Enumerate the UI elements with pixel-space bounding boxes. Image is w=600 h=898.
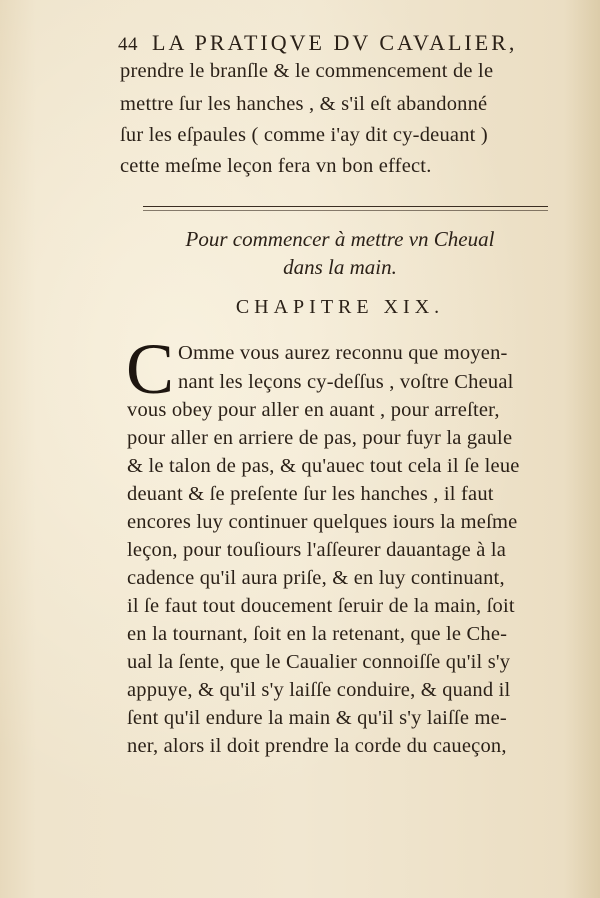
- body-line: ual la ſente, que le Caualier connoiſſe qu'il s'y: [127, 651, 511, 673]
- body-line: ner, alors il doit prendre la corde du caueçon,: [127, 735, 507, 757]
- body-line: nant les leçons cy-deſſus , voſtre Cheual: [178, 371, 514, 393]
- body-line: pour aller en arriere de pas, pour fuyr la gaule: [127, 427, 513, 449]
- body-line: leçon, pour touſiours l'aſſeurer dauantage à la: [127, 539, 507, 561]
- page-number: 44: [118, 34, 138, 55]
- chapter-heading: CHAPITRE XIX.: [235, 296, 445, 318]
- text-line: mettre ſur les hanches , & s'il eſt abandonné: [120, 93, 488, 115]
- section-rule: [143, 206, 548, 207]
- body-line: vous obey pour aller en auant , pour arreſter,: [127, 399, 500, 421]
- body-line: Omme vous aurez reconnu que moyen-: [178, 342, 508, 364]
- body-line: appuye, & qu'il s'y laiſſe conduire, & quand il: [127, 679, 511, 701]
- page-header: [118, 30, 560, 56]
- body-line: ſent qu'il endure la main & qu'il s'y laiſſe me-: [127, 707, 507, 729]
- body-line: encores luy continuer quelques iours la meſme: [127, 511, 518, 533]
- running-head: LA PRATIQVE DV CAVALIER,: [152, 30, 518, 55]
- body-line: & le talon de pas, & qu'auec tout cela il ſe leue: [127, 455, 520, 477]
- text-line: cette meſme leçon fera vn bon effect.: [120, 155, 432, 177]
- drop-cap: C: [126, 329, 175, 409]
- section-title-line-2: dans la main.: [283, 255, 397, 279]
- body-line: deuant & ſe preſente ſur les hanches , il faut: [127, 483, 494, 505]
- body-line: en la tournant, ſoit en la retenant, que le Che-: [127, 623, 508, 645]
- text-line: ſur les eſpaules ( comme i'ay dit cy-deuant ): [120, 124, 488, 146]
- text-line: prendre le branſle & le commencement de le: [120, 60, 494, 82]
- section-title-line-1: Pour commencer à mettre vn Cheual: [185, 227, 495, 251]
- body-line: il ſe faut tout doucement ſeruir de la main, ſoit: [127, 595, 515, 617]
- body-line: cadence qu'il aura priſe, & en luy continuant,: [127, 567, 505, 589]
